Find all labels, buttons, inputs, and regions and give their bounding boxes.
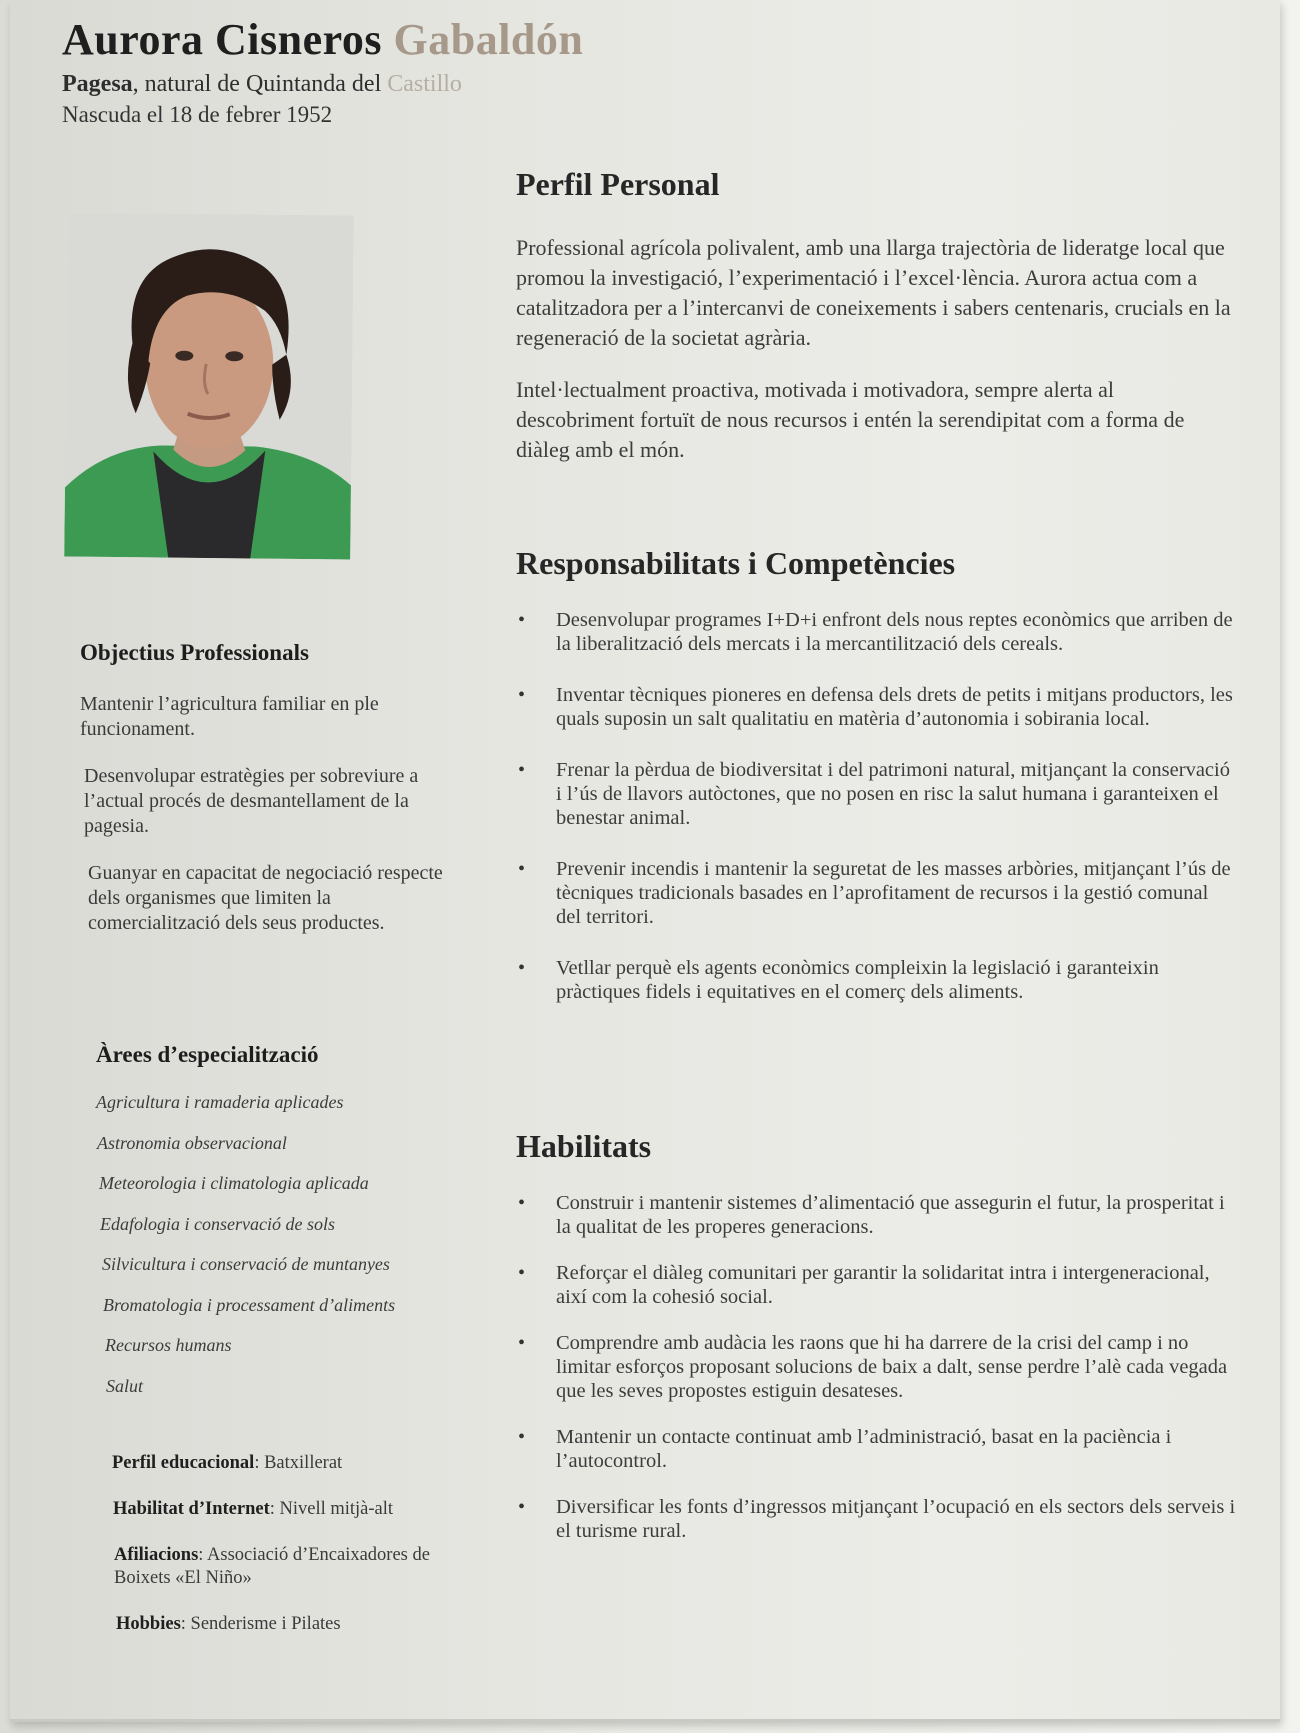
skills-list [516, 1191, 1236, 1543]
hobbies-fact [116, 1613, 472, 1636]
hobbies-label: Hobbies [116, 1614, 181, 1634]
specialization-item: Edafologia i conservació de sols [100, 1213, 335, 1234]
specialization-item: Silvicultura i conservació de muntanyes [102, 1254, 390, 1274]
internet-fact [113, 1498, 472, 1521]
responsibilities-heading: Responsabilitats i Competències [516, 545, 956, 581]
occupation: Pagesa [62, 71, 133, 97]
cv-poster-panel [10, 0, 1280, 1722]
name-faded: Gabaldón [393, 15, 584, 64]
specialization-item: Astronomia observacional [97, 1132, 287, 1153]
skill-item: • Construir i mantenir sistemes d’alimentació que assegurin el futur, la prosperitat i la qualitat de les properes generacions. [516, 1191, 1236, 1239]
education-fact [112, 1452, 472, 1475]
profile-section [516, 166, 1236, 465]
occupation-line [62, 71, 583, 98]
responsibility-item: • Inventar tècniques pioneres en defensa dels drets de petits i mitjans productors, les quals suposin un salt qualitatiu en matèria d’autonomia i sobirania local. [516, 683, 1236, 731]
specialization-item: Agricultura i ramaderia aplicades [96, 1092, 344, 1112]
profile-heading: Perfil Personal [516, 166, 720, 202]
specialization-item: Recursos humans [105, 1335, 232, 1355]
affiliations-fact [114, 1544, 472, 1590]
specialization-list [96, 1092, 456, 1416]
responsibility-item: • Frenar la pèrdua de biodiversitat i del patrimoni natural, mitjançant la conservació i l’ús de llavors autòctones, que no posen en risc la salut humana i garanteixen el benestar animal. [516, 758, 1236, 830]
person-name [62, 14, 583, 65]
objective-item: Desenvolupar estratègies per sobreviure a l’actual procés de desmantellament de la pagesia. [84, 765, 419, 837]
specialization-heading: Àrees d’especialització [96, 1042, 319, 1067]
objective-item: Guanyar en capacitat de negociació respecte dels organismes que limiten la comercialització dels seus productes. [88, 862, 443, 934]
skill-item: • Comprendre amb audàcia les raons que hi ha darrere de la crisi del camp i no limitar esforços proposant solucions de baix a dalt, sense perdre l’alè cada vegada que les seves propostes estiguin desateses. [516, 1331, 1236, 1403]
responsibility-item: • Prevenir incendis i mantenir la seguretat de les masses arbòries, mitjançant l’ús de tècniques tradicionals basades en l’aprofitament de recursos i la gestió comunal del territori. [516, 857, 1236, 929]
profile-paragraph: Intel·lectualment proactiva, motivada i motivadora, sempre alerta al descobriment fortuït de nous recursos i entén la serendipitat com a forma de diàleg amb el món. [516, 377, 1185, 462]
objectives-heading: Objectius Professionals [80, 640, 309, 665]
internet-value: : Nivell mitjà-alt [269, 1499, 394, 1519]
education-label: Perfil educacional [112, 1453, 255, 1473]
responsibility-item: • Vetllar perquè els agents econòmics compleixin la legislació i garanteixin pràctiques fidels i equitatives en el comerç dels aliments. [516, 956, 1236, 1004]
facts-section [112, 1452, 472, 1659]
hobbies-value: : Senderisme i Pilates [180, 1614, 341, 1634]
portrait-illustration [64, 213, 354, 560]
responsibilities-list [516, 608, 1236, 1004]
skill-item: • Reforçar el diàleg comunitari per garantir la solidaritat intra i intergeneracional, així com la cohesió social. [516, 1261, 1236, 1309]
objectives-section [80, 640, 450, 936]
objective-item: Mantenir l’agricultura familiar en ple funcionament. [80, 693, 379, 740]
specialization-item: Meteorologia i climatologia aplicada [99, 1173, 369, 1193]
skills-section [516, 1128, 1236, 1565]
skill-item: • Mantenir un contacte continuat amb l’administració, basat en la paciència i l’autocontrol. [516, 1425, 1236, 1473]
origin-faded: Castillo [387, 71, 462, 97]
responsibilities-section [516, 545, 1236, 1031]
skills-heading: Habilitats [516, 1128, 652, 1164]
affiliations-label: Afiliacions [114, 1545, 199, 1565]
affiliations-value: : Associació d’Encaixadores de Boixets «El Niño» [114, 1545, 430, 1588]
portrait-photo [64, 213, 354, 560]
internet-label: Habilitat d’Internet [113, 1499, 270, 1519]
profile-paragraph: Professional agrícola polivalent, amb una llarga trajectòria de lideratge local que promou la investigació, l’experimentació i l’excel·lència. Aurora actua com a catalitzadora per a l’intercanvi de coneixements i sabers centenaris, crucials en la regeneració de la societat agrària. [516, 235, 1231, 350]
responsibility-item: • Desenvolupar programes I+D+i enfront dels nous reptes econòmics que arriben de la liberalització dels mercats i la mercantilització dels cereals. [516, 608, 1236, 656]
education-value: : Batxillerat [254, 1453, 343, 1473]
name-main: Aurora Cisneros [62, 15, 394, 64]
origin-main: , natural de Quintanda del [132, 71, 388, 97]
specialization-section [96, 1042, 456, 1416]
specialization-item: Salut [106, 1375, 144, 1396]
skill-item: • Diversificar les fonts d’ingressos mitjançant l’ocupació en els sectors dels serveis i el turisme rural. [516, 1495, 1236, 1543]
header [62, 14, 583, 128]
birth-line: Nascuda el 18 de febrer 1952 [62, 102, 333, 127]
specialization-item: Bromatologia i processament d’aliments [103, 1294, 396, 1315]
